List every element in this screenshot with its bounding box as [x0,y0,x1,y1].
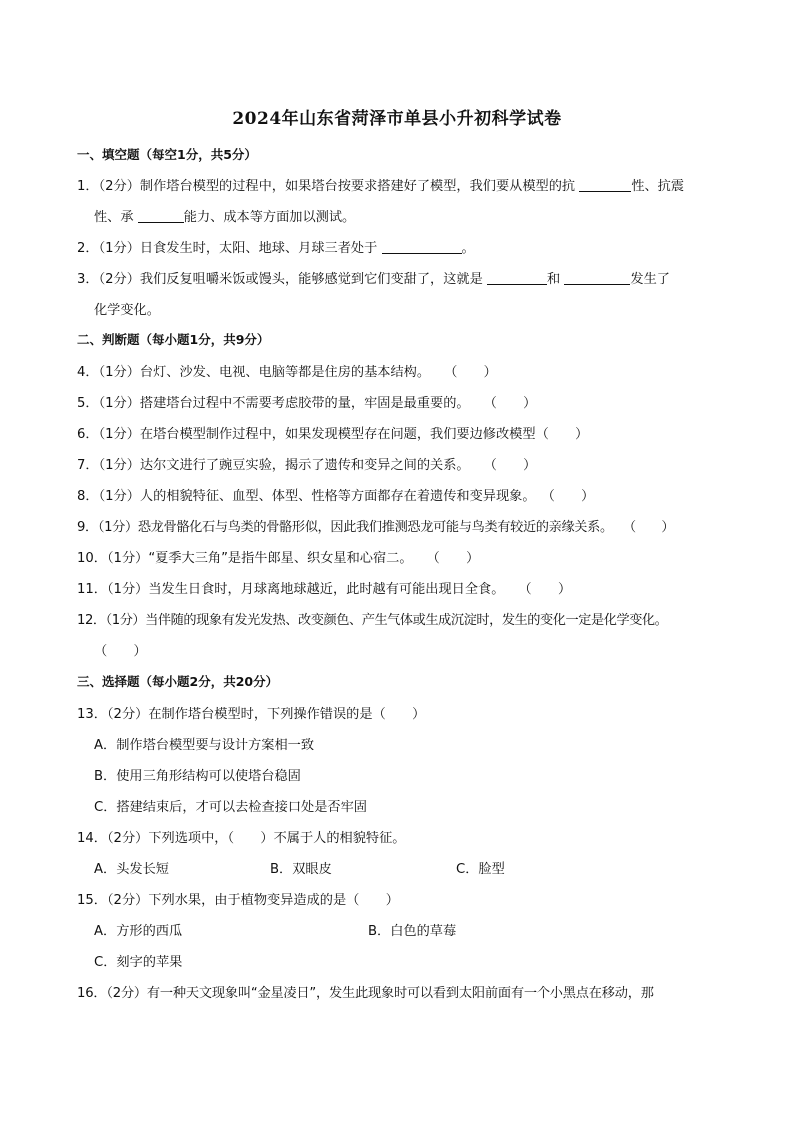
question-1-line-1 [77,175,684,194]
question-text: 6．（1分）在塔台模型制作过程中，如果发现模型存在问题，我们要边修改模型 [77,427,536,442]
question-14-option-b[interactable]: B．双眼皮 [270,862,332,877]
question-14-option-c[interactable]: C．脸型 [456,862,505,877]
question-8 [77,485,594,504]
answer-parentheses[interactable]: （ ） [444,365,497,380]
question-13-stem: 13．（2分）在制作塔台模型时，下列操作错误的是（ ） [77,707,426,722]
question-14-option-a[interactable]: A．头发长短 [94,862,169,877]
answer-parentheses[interactable]: （ ） [483,458,537,473]
question-15-option-a[interactable]: A．方形的西瓜 [94,924,183,939]
question-12-parentheses[interactable]: （ ） [94,644,147,659]
question-13-option-b[interactable]: B．使用三角形结构可以使塔台稳固 [94,769,301,784]
section-judgement-heading: 二、判断题（每小题1分，共9分） [77,332,270,347]
question-9 [77,516,674,535]
answer-blank[interactable] [564,270,630,285]
answer-parentheses[interactable]: （ ） [426,551,480,566]
question-15-option-c[interactable]: C．刻字的苹果 [94,955,183,970]
question-4 [77,361,497,380]
answer-parentheses[interactable]: （ ） [541,489,595,504]
question-16-stem: 16．（2分）有一种天文现象叫“金星凌日”，发生此现象时可以看到太阳前面有一个小黑点在移动，那 [77,986,654,1001]
question-13-option-a[interactable]: A．制作塔台模型要与设计方案相一致 [94,738,315,753]
question-1-text-d: 能力、成本等方面加以测试。 [183,210,356,225]
question-1-text-a: 1．（2分）制作塔台模型的过程中，如果塔台按要求搭建好了模型，我们要从模型的抗 [77,179,580,194]
section-choice-heading: 三、选择题（每小题2分，共20分） [77,674,279,689]
question-1-line-2 [94,206,355,225]
answer-parentheses[interactable]: （ ） [483,396,537,411]
question-text: 10．（1分）“夏季大三角”是指牛郎星、织女星和心宿二。 [77,551,413,566]
question-14-stem: 14．（2分）下列选项中，（ ）不属于人的相貌特征。 [77,831,406,846]
question-2-text-b: 。 [461,241,475,256]
answer-parentheses[interactable]: （ ） [518,582,572,597]
question-1-text-c: 性、承 [94,210,138,225]
answer-blank[interactable] [579,177,631,192]
question-10 [77,547,479,566]
question-2 [77,237,475,256]
question-12: 12．（1分）当伴随的现象有发光发热、改变颜色、产生气体或生成沉淀时，发生的变化一定是化学变化。 [77,613,668,628]
question-13-option-c[interactable]: C．搭建结束后，才可以去检查接口处是否牢固 [94,800,367,815]
question-text: 8．（1分）人的相貌特征、血型、体型、性格等方面都存在着遗传和变异现象。 [77,489,536,504]
question-text: 7．（1分）达尔文进行了豌豆实验，揭示了遗传和变异之间的关系。 [77,458,470,473]
answer-blank[interactable] [382,239,462,254]
question-7 [77,454,536,473]
question-11 [77,578,571,597]
answer-parentheses[interactable]: （ ） [535,427,589,442]
question-6 [77,423,588,442]
answer-parentheses[interactable]: （ ） [622,520,675,535]
question-text: 4．（1分）台灯、沙发、电视、电脑等都是住房的基本结构。 [77,365,431,380]
question-text: 9．（1分）恐龙骨骼化石与鸟类的骨骼形似，因此我们推测恐龙可能与鸟类有较近的亲缘关系。 [77,520,613,535]
question-3-text-a: 3．（2分）我们反复咀嚼米饭或馒头，能够感觉到它们变甜了，这就是 [77,272,487,287]
question-15-option-b[interactable]: B．白色的草莓 [368,924,457,939]
question-3-text-b: 和 [547,272,565,287]
question-2-text-a: 2．（1分）日食发生时，太阳、地球、月球三者处于 [77,241,382,256]
answer-blank[interactable] [138,208,184,223]
question-3-text-c: 发生了 [630,272,670,287]
section-fill-blank-heading: 一、填空题（每空1分，共5分） [77,147,257,162]
question-3-line-1 [77,268,670,287]
question-text: 11．（1分）当发生日食时，月球离地球越近，此时越有可能出现日全食。 [77,582,505,597]
question-3-line-2: 化学变化。 [94,303,160,318]
question-15-stem: 15．（2分）下列水果，由于植物变异造成的是（ ） [77,893,399,908]
page-title: 2024年山东省菏泽市单县小升初科学试卷 [232,109,562,129]
answer-blank[interactable] [487,270,547,285]
question-1-text-b: 性、抗震 [631,179,685,194]
question-5 [77,392,536,411]
question-text: 5．（1分）搭建塔台过程中不需要考虑胶带的量，牢固是最重要的。 [77,396,470,411]
